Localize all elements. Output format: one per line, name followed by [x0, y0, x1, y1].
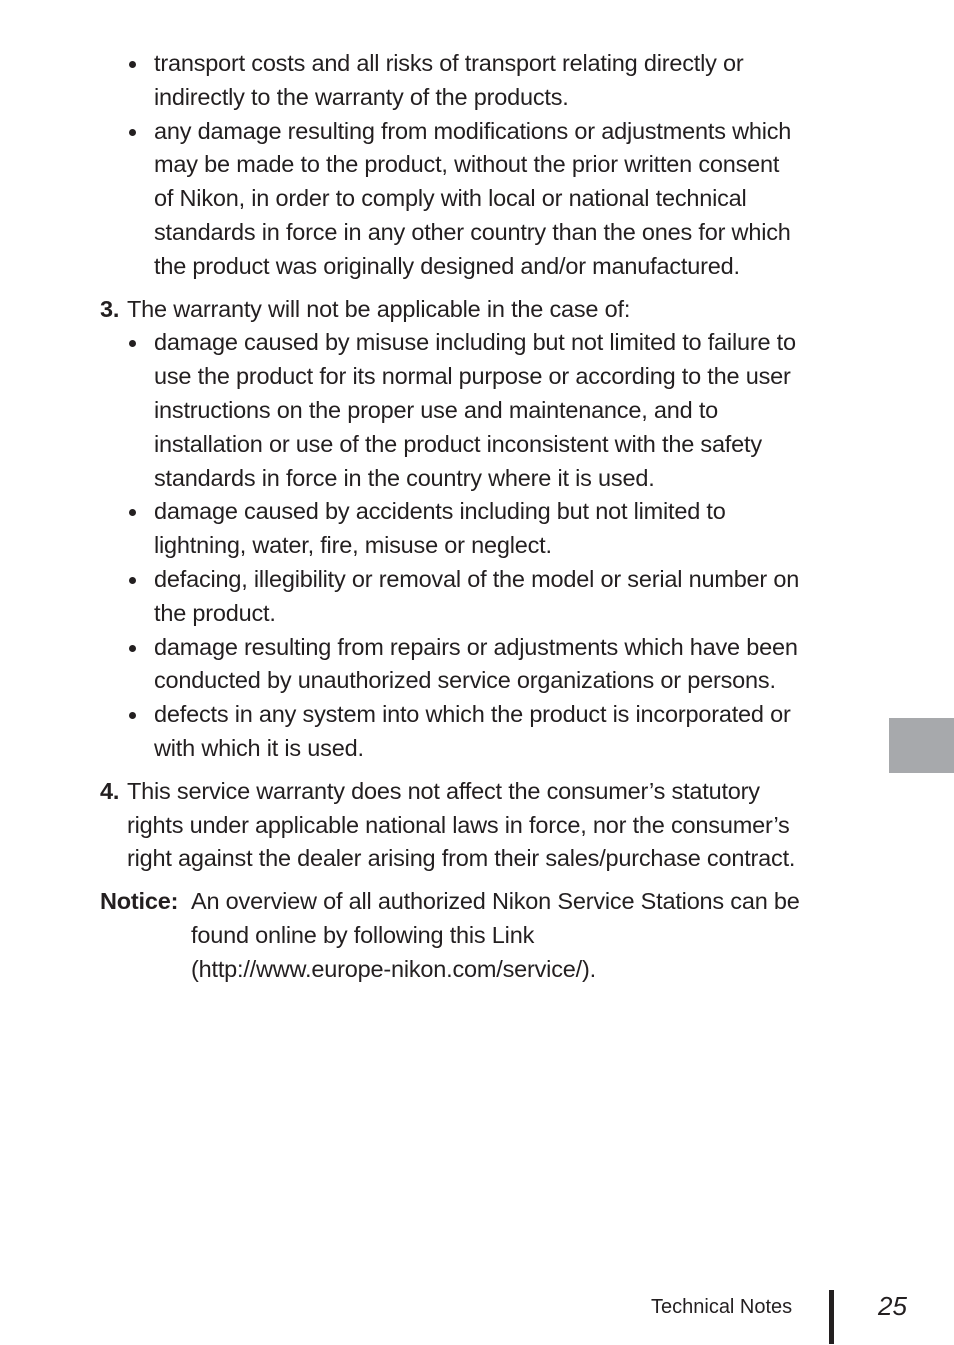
bullet-icon	[129, 712, 136, 719]
list-item	[100, 47, 860, 115]
section-tab	[889, 718, 954, 773]
text-line: right against the dealer arising from their sales/purchase contract.	[127, 845, 796, 872]
text-line: damage caused by misuse including but not limited to failure to	[154, 329, 796, 356]
text-line: instructions on the proper use and maintenance, and to	[154, 396, 719, 423]
text-line: with which it is used.	[154, 734, 364, 761]
text-line: found online by following this Link	[191, 921, 535, 948]
service-link[interactable]: (http://www.europe-nikon.com/service/).	[191, 955, 596, 982]
item-number: 4.	[100, 777, 120, 804]
text-line: This service warranty does not affect the consumer’s statutory	[127, 777, 760, 804]
text-line: rights under applicable national laws in force, nor the consumer’s	[127, 811, 790, 838]
numbered-item-4	[100, 775, 860, 876]
list-item	[127, 326, 860, 495]
text-line: damage resulting from repairs or adjustments which have been	[154, 633, 798, 660]
text-line: the product.	[154, 599, 276, 626]
text-line: of Nikon, in order to comply with local or national technical	[154, 185, 747, 212]
text-line: indirectly to the warranty of the products.	[154, 83, 569, 110]
bullet-icon	[129, 129, 136, 136]
list-item	[127, 698, 860, 766]
text-line: any damage resulting from modifications or adjustments which	[154, 117, 792, 144]
text-line: conducted by unauthorized service organizations or persons.	[154, 667, 776, 694]
bullet-icon	[129, 340, 136, 347]
warranty-exclusions-list-continued	[100, 47, 860, 284]
text-line: lightning, water, fire, misuse or neglect.	[154, 532, 552, 559]
text-line: installation or use of the product inconsistent with the safety	[154, 430, 762, 457]
item-number: 3.	[100, 295, 120, 322]
item-text: The warranty will not be applicable in the case of:	[127, 295, 631, 322]
document-body	[100, 47, 860, 987]
list-item	[100, 115, 860, 284]
list-item	[127, 563, 860, 631]
bullet-icon	[129, 61, 136, 68]
text-line: use the product for its normal purpose or according to the user	[154, 363, 791, 390]
footer-divider	[829, 1290, 834, 1344]
warranty-not-applicable-list	[127, 326, 860, 765]
bullet-icon	[129, 645, 136, 652]
footer-section-label: Technical Notes	[651, 1296, 793, 1318]
text-line: defects in any system into which the product is incorporated or	[154, 701, 791, 728]
text-line: damage caused by accidents including but not limited to	[154, 498, 726, 525]
numbered-item-3	[100, 293, 860, 766]
text-line: An overview of all authorized Nikon Service Stations can be	[191, 888, 800, 915]
text-line: the product was originally designed and/or manufactured.	[154, 252, 740, 279]
bullet-icon	[129, 509, 136, 516]
text-line: may be made to the product, without the prior written consent	[154, 151, 780, 178]
list-item	[127, 631, 860, 699]
list-item	[127, 495, 860, 563]
text-line: standards in force in any other country than the ones for which	[154, 218, 791, 245]
text-line: defacing, illegibility or removal of the model or serial number on	[154, 565, 800, 592]
notice	[100, 885, 860, 986]
page-number: 25	[878, 1291, 907, 1321]
text-line: standards in force in the country where it is used.	[154, 464, 655, 491]
bullet-icon	[129, 577, 136, 584]
notice-label: Notice:	[100, 888, 179, 915]
text-line: transport costs and all risks of transport relating directly or	[154, 50, 744, 76]
